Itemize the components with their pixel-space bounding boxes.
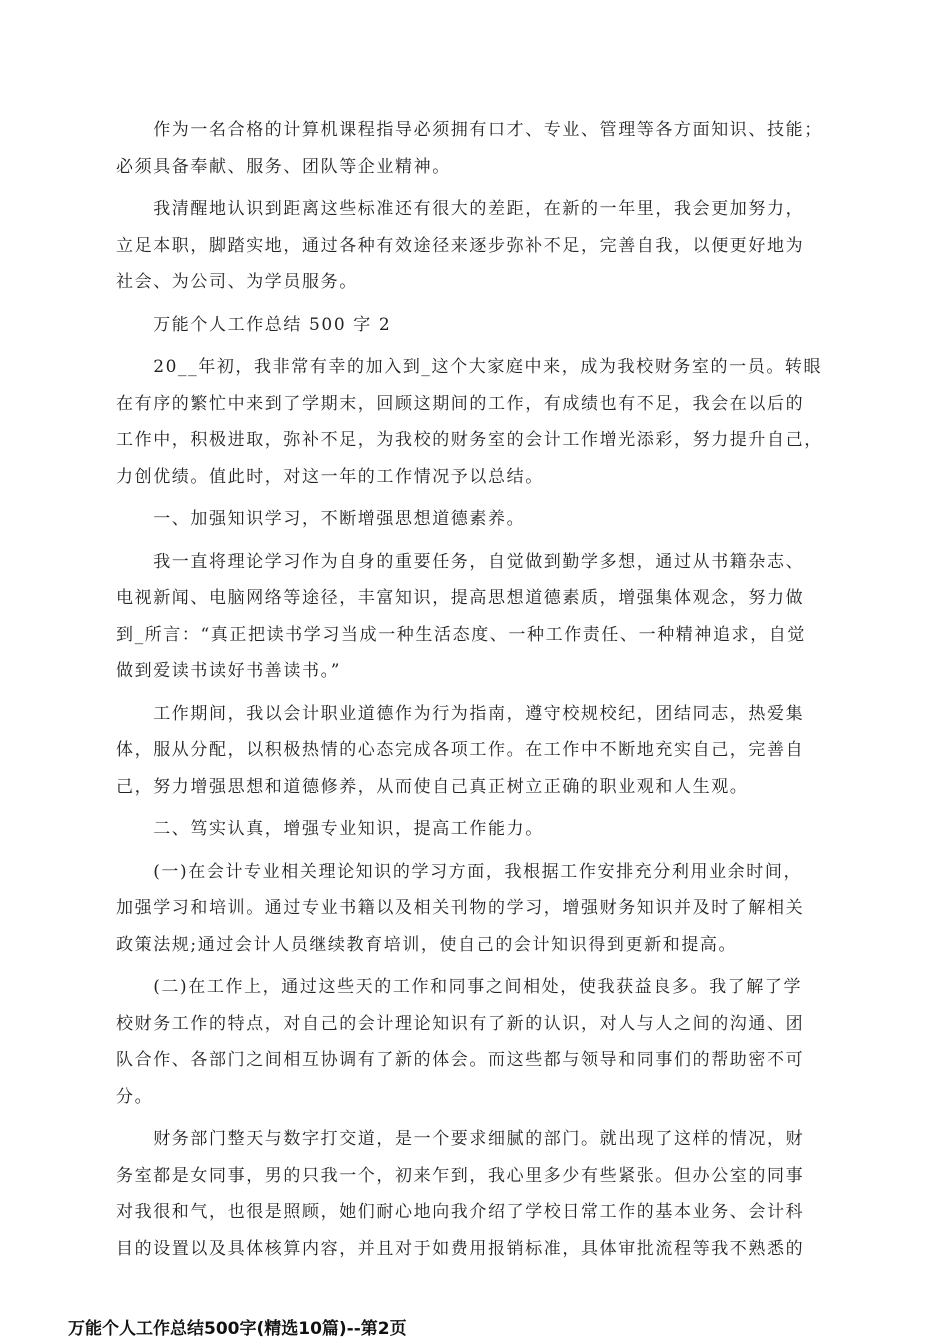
text-line: 做到爱读书读好书善读书。” — [116, 661, 341, 681]
text-line: 作为一名合格的计算机课程指导必须拥有口才、专业、管理等各方面知识、技能； — [116, 120, 823, 140]
text-line: 工作中，积极进取，弥补不足，为我校的财务室的会计工作增光添彩，努力提升自己， — [116, 430, 823, 450]
document-body — [116, 112, 851, 1273]
paragraph — [116, 811, 851, 848]
paragraph — [116, 544, 851, 690]
text-line: 力创优绩。值此时，对这一年的工作情况予以总结。 — [116, 466, 544, 487]
text-line: (一)在会计专业相关理论知识的学习方面，我根据工作安排充分利用业余时间， — [116, 861, 803, 882]
text-line: 万能个人工作总结 500 字 2 — [116, 314, 392, 335]
text-line: 我清醒地认识到距离这些标准还有很大的差距，在新的一年里，我会更加努力， — [116, 199, 805, 219]
text-line: 在有序的繁忙中来到了学期末，回顾这期间的工作，有成绩也有不足，我会在以后的 — [116, 393, 805, 414]
paragraph — [116, 307, 851, 344]
text-line: 我一直将理论学习作为自身的重要任务，自觉做到勤学多想，通过从书籍杂志、 — [116, 551, 805, 572]
text-line: 立足本职，脚踏实地，通过各种有效途径来逐步弥补不足，完善自我，以便更好地为 — [116, 235, 805, 256]
paragraph — [116, 1121, 851, 1267]
text-line: 体，服从分配，以积极热情的心态完成各项工作。在工作中不断地充实自己，完善自 — [116, 740, 805, 760]
text-line: 分。 — [116, 1086, 154, 1107]
text-line: 必须具备奉献、服务、团队等企业精神。 — [116, 156, 451, 177]
text-line: 工作期间，我以会计职业道德作为行为指南，遵守校规校纪，团结同志，热爱集 — [116, 703, 805, 724]
page-footer: 万能个人工作总结500字(精选10篇)--第2页 — [68, 1319, 407, 1339]
paragraph — [116, 854, 851, 964]
text-line: 社会、为公司、为学员服务。 — [116, 272, 358, 292]
paragraph — [116, 191, 851, 301]
paragraph — [116, 349, 851, 495]
text-line: 一、加强知识学习，不断增强思想道德素养。 — [116, 509, 526, 529]
text-line: 20__年初，我非常有幸的加入到_这个大家庭中来，成为我校财务室的一员。转眼 — [116, 357, 823, 377]
text-line: 己，努力增强思想和道德修养，从而使自己真正树立正确的职业观和人生观。 — [116, 776, 749, 797]
text-line: (二)在工作上，通过这些天的工作和同事之间相处，使我获益良多。我了解了学 — [116, 977, 803, 997]
text-line: 目的设置以及具体核算内容，并且对于如费用报销标准，具体审批流程等我不熟悉的 — [116, 1238, 805, 1259]
text-line: 务室都是女同事，男的只我一个，初来乍到，我心里多少有些紧张。但办公室的同事 — [116, 1165, 805, 1186]
text-line: 校财务工作的特点，对自己的会计理论知识有了新的认识，对人与人之间的沟通、团 — [116, 1013, 805, 1034]
text-line: 政策法规;通过会计人员继续教育培训，使自己的会计知识得到更新和提高。 — [116, 934, 738, 955]
paragraph — [116, 969, 851, 1115]
text-line: 到_所言：“真正把读书学习当成一种生活态度、一种工作责任、一种精神追求，自觉 — [116, 624, 806, 645]
text-line: 电视新闻、电脑网络等途径，丰富知识，提高思想道德素质，增强集体观念，努力做 — [116, 588, 805, 608]
text-line: 队合作、各部门之间相互协调有了新的体会。而这些都与领导和同事们的帮助密不可 — [116, 1050, 805, 1070]
paragraph — [116, 501, 851, 538]
text-line: 加强学习和培训。通过专业书籍以及相关刊物的学习，增强财务知识并及时了解相关 — [116, 898, 805, 918]
text-line: 财务部门整天与数字打交道，是一个要求细腻的部门。就出现了这样的情况，财 — [116, 1129, 805, 1149]
text-line: 对我很和气，也很是照顾，她们耐心地向我介绍了学校日常工作的基本业务、会计科 — [116, 1202, 805, 1222]
paragraph — [116, 696, 851, 806]
text-line: 二、笃实认真，增强专业知识，提高工作能力。 — [116, 819, 544, 839]
paragraph — [116, 112, 851, 185]
